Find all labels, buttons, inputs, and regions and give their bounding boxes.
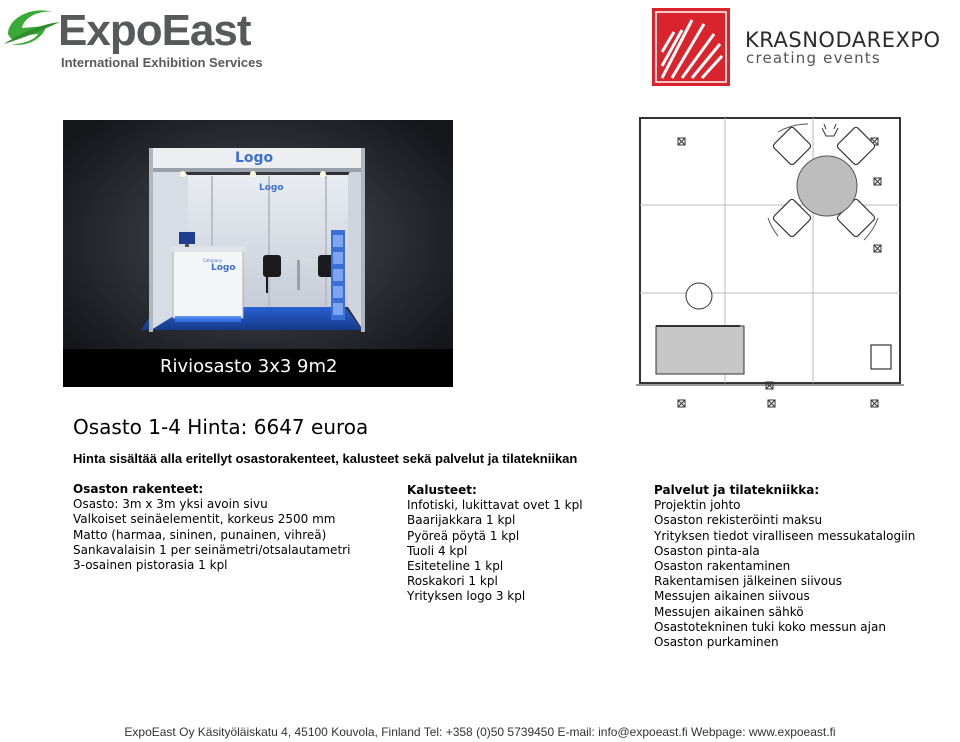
list-item: Tuoli 4 kpl <box>407 543 468 558</box>
list-item: Sankavalaisin 1 per seinämetri/otsalautametri <box>73 542 351 557</box>
list-item: Yrityksen tiedot viralliseen messukatalogiin <box>654 528 916 543</box>
structures-heading: Osaston rakenteet: <box>73 482 204 496</box>
services-heading: Palvelut ja tilatekniikka: <box>654 483 820 497</box>
list-item: Projektin johto <box>654 498 741 513</box>
render-logo-counter-company: Company <box>203 258 223 263</box>
list-item: Infotiski, lukittavat ovet 1 kpl <box>407 498 583 513</box>
expoeast-logo <box>0 0 300 75</box>
list-item: Osaston rekisteröinti maksu <box>654 513 823 528</box>
render-logo-fascia: Logo <box>235 150 274 166</box>
list-item: Pyöreä pöytä 1 kpl <box>407 528 520 543</box>
furniture-section <box>407 483 637 605</box>
render-logo-wall: Logo <box>259 183 284 193</box>
krasnodar-emblem-icon <box>652 8 730 86</box>
footer-contact: ExpoEast Oy Käsityöläiskatu 4, 45100 Kouvola, Finland Tel: +358 (0)50 5739450 E-mail: info@expoeast.fi Webpage: www.expoeast.fi <box>124 725 836 739</box>
list-item: Osaston rakentaminen <box>654 559 791 574</box>
list-item: Osasto: 3m x 3m yksi avoin sivu <box>73 497 268 512</box>
krasnodarexpo-logo <box>650 6 960 86</box>
list-item: Rakentamisen jälkeinen siivous <box>654 574 842 589</box>
list-item: Messujen aikainen sähkö <box>654 604 804 619</box>
render-logo-counter: Logo <box>211 263 236 273</box>
floor-plan-drawing <box>628 110 920 410</box>
floor-plan-svg <box>628 110 920 410</box>
list-item: Osaston pinta-ala <box>654 543 760 558</box>
krasnodarexpo-name: KRASNODAREXPO <box>745 28 941 52</box>
list-item: Baarijakkara 1 kpl <box>407 513 516 528</box>
expoeast-swoosh-icon <box>2 4 62 50</box>
list-item: Esiteteline 1 kpl <box>407 559 504 574</box>
list-item: Roskakori 1 kpl <box>407 574 498 589</box>
structures-section <box>73 482 393 573</box>
list-item: Osaston purkaminen <box>654 635 779 650</box>
furniture-heading: Kalusteet: <box>407 483 477 497</box>
render-caption: Riviosasto 3x3 9m2 <box>160 356 338 377</box>
price-subtitle: Hinta sisältää alla eritellyt osastorakenteet, kalusteet sekä palvelut ja tilatekniikan <box>73 451 578 466</box>
price-title: Osasto 1-4 Hinta: 6647 euroa <box>73 415 369 439</box>
krasnodarexpo-tagline: creating events <box>746 49 881 67</box>
list-item: Osastotekninen tuki koko messun ajan <box>654 619 886 634</box>
booth-render-image <box>63 120 453 387</box>
services-section <box>654 483 954 650</box>
expoeast-tagline: International Exhibition Services <box>61 55 263 70</box>
list-item: 3-osainen pistorasia 1 kpl <box>73 558 228 573</box>
list-item: Messujen aikainen siivous <box>654 589 810 604</box>
list-item: Matto (harmaa, sininen, punainen, vihreä) <box>73 527 327 542</box>
list-item: Valkoiset seinäelementit, korkeus 2500 mm <box>73 512 336 527</box>
list-item: Yrityksen logo 3 kpl <box>407 589 526 604</box>
expoeast-name: ExpoEast <box>58 6 251 55</box>
